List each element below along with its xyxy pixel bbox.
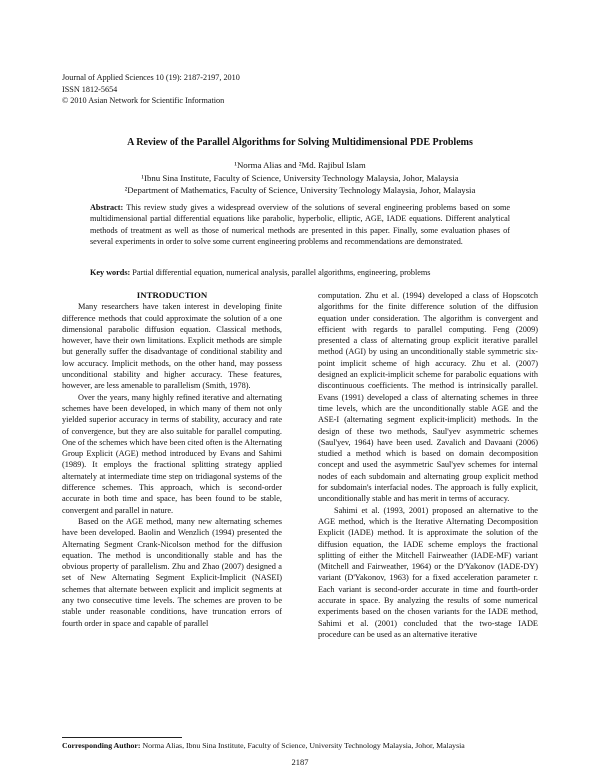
abstract-text: This review study gives a widespread overview of the solutions of several engineering problems based on some multidimensional partial differential equations like parabolic, hyperbolic, elliptic, AGE, IADE equations. Different analytical methods of treatment as well as those of numerical methods are presented in this paper. Finally, some evaluation phases of several experiments in order to solve some current engineering problems and recommendations are demonstrated.	[90, 203, 510, 246]
keywords-text: Partial differential equation, numerical analysis, parallel algorithms, engineering, problems	[130, 268, 431, 277]
author-names: ¹Norma Alias and ²Md. Rajibul Islam	[234, 160, 366, 170]
paper-title: A Review of the Parallel Algorithms for Solving Multidimensional PDE Problems	[127, 137, 473, 148]
journal-header	[62, 72, 240, 107]
left-column	[62, 290, 282, 629]
paragraph: computation. Zhu et al. (1994) developed a class of Hopscotch algorithms for the finite difference solution of the diffusion equation under consideration. The algorithm is convergent and efficient with regards to parallel computing. Feng (2009) presented a class of alternating group explicit iterative parallel method (AGI) by using an unconditionally stable symmetric six-point implicit scheme of high accuracy. Zhu et al. (2007) designed an explicit-implicit scheme for parabolic equations with discontinuous coefficients. The method is intrinsically parallel. Evans (1991) developed a class of alternating schemes in three time levels, which are the unconditionally stable AGE and the ASE-I (alternating segment explicit-implicit) methods. In the design of these two methods, Saul'yev asymmetric schemes (Saul'yev, 1964) have been used. Zavalich and Davaani (2006) studied a method which is based on domain decomposition concept and used the asymmetric Saul'yev schemes for internal nodes of each subdomain and alternating group explicit method for subdomain's interfacial nodes. The approach is fully explicit, unconditionally stable and has merit in terms of accuracy.	[318, 291, 538, 504]
page-number: 2187	[291, 757, 309, 767]
footnote-label: Corresponding Author:	[62, 741, 141, 750]
abstract-label: Abstract:	[90, 203, 124, 212]
journal-copyright: © 2010 Asian Network for Scientific Information	[62, 96, 225, 105]
paragraph: Based on the AGE method, many new alternating schemes have been developed. Baolin and Wenzlich (1994) presented the Alternating Segment Crank-Nicolson method for the diffusion equation. The method is unconditionally stable and has the obvious property of parallelism. Zhu and Zhao (2007) designed a set of New Alternating Segment Explicit-Implicit (NASEI) schemes that alternate between explicit and implicit segments at any two consecutive time levels. The schemes are proven to be stable under reasonable conditions, have truncation errors of fourth order in space and capable of parallel	[62, 516, 282, 628]
paragraph: Over the years, many highly refined iterative and alternating schemes have been developed, in which many of them not only yielded superior accuracy in terms of stability, accuracy and rate of convergence, but they are also suitable for parallel computing. One of the schemes which have been cited often is the Alternating Group Explicit (AGE) method introduced by Evans and Sahimi (1989). It employs the fractional splitting strategy applied alternately at intermediate time step on tridiagonal systems of the difference schemes. This approach, which is second-order accurate in both time and space, has been found to be stable, convergent and parallel in nature.	[62, 392, 282, 515]
affiliation-1: ¹Ibnu Sina Institute, Faculty of Science, University Technology Malaysia, Johor, Malaysia	[141, 172, 459, 183]
corresponding-author-footnote	[62, 741, 465, 750]
right-column	[318, 290, 538, 640]
journal-issn: ISSN 1812-5654	[62, 84, 118, 94]
section-heading-introduction: INTRODUCTION	[136, 290, 208, 300]
keywords	[90, 268, 520, 277]
affiliation-2: ²Department of Mathematics, Faculty of Science, University Technology Malaysia, Johor, Malaysia	[124, 185, 476, 195]
journal-citation: Journal of Applied Sciences 10 (19): 2187-2197, 2010	[62, 73, 240, 82]
author-block	[0, 159, 600, 197]
keywords-label: Key words:	[90, 268, 131, 277]
paragraph: Sahimi et al. (1993, 2001) proposed an alternative to the AGE method, which is the Iterative Alternating Decomposition Explicit (IADE) method. It is approximate the solution of the diffusion equation, the IADE scheme employs the fractional splitting of either the Mitchell Fairweather (IADE-MF) variant (Mitchell and Fairweather, 1964) or the D'Yakonov (IADE-DY) variant (D'Yakonov, 1963) for a fixed acceleration parameter r. Each variant is second-order accurate in time and fourth-order accurate in space. By analyzing the results of some numerical experiments based on the chosen variants for the IADE method, Sahimi et al. (2001) concluded that the two-stage IADE procedure can be used as an alternative iterative	[318, 505, 538, 639]
footnote-divider	[62, 737, 182, 738]
abstract	[90, 202, 510, 247]
paragraph: Many researchers have taken interest in developing finite difference methods that could approximate the solution of a one dimensional parabolic diffusion equation. Classical methods, however, have their own limitations. Explicit methods are simple but generally suffer the disadvantage of conditional stability and low accuracy. Implicit methods, on the other hand, may possess unconditional stability and higher accuracy. These features, however, are less amenable to parallelism (Smith, 1978).	[62, 302, 282, 391]
footnote-text: Norma Alias, Ibnu Sina Institute, Faculty of Science, University Technology Malaysia, Johor, Malaysia	[140, 741, 465, 750]
